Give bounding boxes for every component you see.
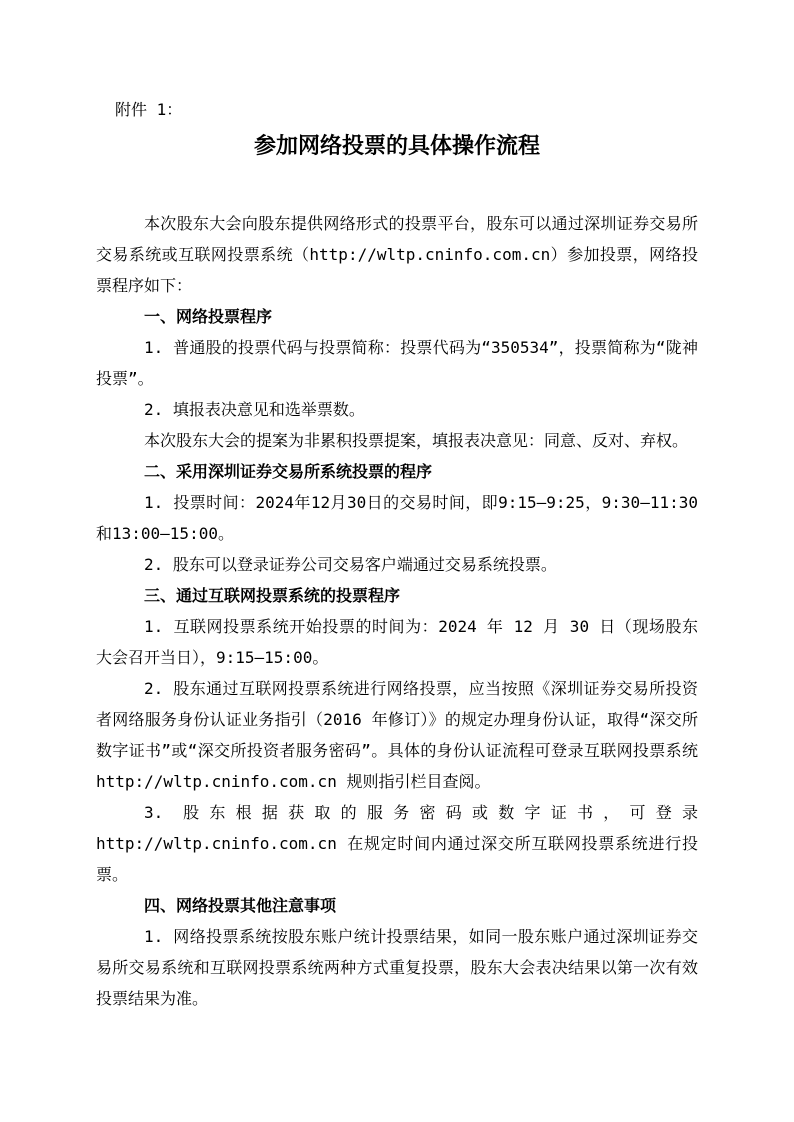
paragraph-login-vote: 3. 股东根据获取的服务密码或数字证书，可登录 http://wltp.cninfo.com.cn 在规定时间内通过深交所互联网投票系统进行投票。: [96, 803, 698, 884]
document-body: [96, 208, 698, 1014]
url-text: http://wltp.cninfo.com.cn: [309, 245, 551, 264]
intro-paragraph: 本次股东大会向股东提供网络形式的投票平台，股东可以通过深圳证券交易所交易系统或互联网投票系统（http://wltp.cninfo.com.cn）参加投票，网络投票程序如下：: [96, 214, 698, 295]
section-heading-2: 二、采用深圳证券交易所系统投票的程序: [144, 462, 433, 481]
url-text: http://wltp.cninfo.com.cn: [96, 834, 337, 853]
paragraph-internet-time: 1. 互联网投票系统开始投票的时间为：2024 年 12 月 30 日（现场股东大会召开当日），9:15—15:00。: [96, 617, 698, 667]
attachment-label: 附件 1：: [115, 100, 183, 119]
section-heading-1: 一、网络投票程序: [144, 307, 273, 326]
document-title: 参加网络投票的具体操作流程: [253, 134, 540, 159]
paragraph-client-login: 2. 股东可以登录证券公司交易客户端通过交易系统投票。: [144, 555, 557, 574]
paragraph-duplicate-vote: 1. 网络投票系统按股东账户统计投票结果，如同一股东账户通过深圳证券交易所交易系统和互联网投票系统两种方式重复投票，股东大会表决结果以第一次有效投票结果为准。: [96, 927, 698, 1008]
paragraph-identity-auth: 2. 股东通过互联网投票系统进行网络投票，应当按照《深圳证券交易所投资者网络服务身份认证业务指引（2016 年修订）》的规定办理身份认证，取得“深交所数字证书”或“深交所投资者服务密码”。具体的身份认证流程可登录互联网投票系统 http://wltp.cninfo.com.cn 规则指引栏目查阅。: [96, 679, 698, 791]
paragraph-proposal-type: 本次股东大会的提案为非累积投票提案，填报表决意见：同意、反对、弃权。: [144, 431, 689, 450]
paragraph-fill-opinion: 2. 填报表决意见和选举票数。: [144, 400, 365, 419]
section-heading-4: 四、网络投票其他注意事项: [144, 896, 337, 915]
paragraph-vote-code: 1. 普通股的投票代码与投票简称：投票代码为“350534”，投票简称为“陇神投票”。: [96, 338, 698, 388]
paragraph-vote-time: 1. 投票时间：2024年12月30日的交易时间，即9:15—9:25，9:30—11:30和13:00—15:00。: [96, 493, 698, 543]
section-heading-3: 三、通过互联网投票系统的投票程序: [144, 586, 401, 605]
url-text: http://wltp.cninfo.com.cn: [96, 772, 337, 791]
